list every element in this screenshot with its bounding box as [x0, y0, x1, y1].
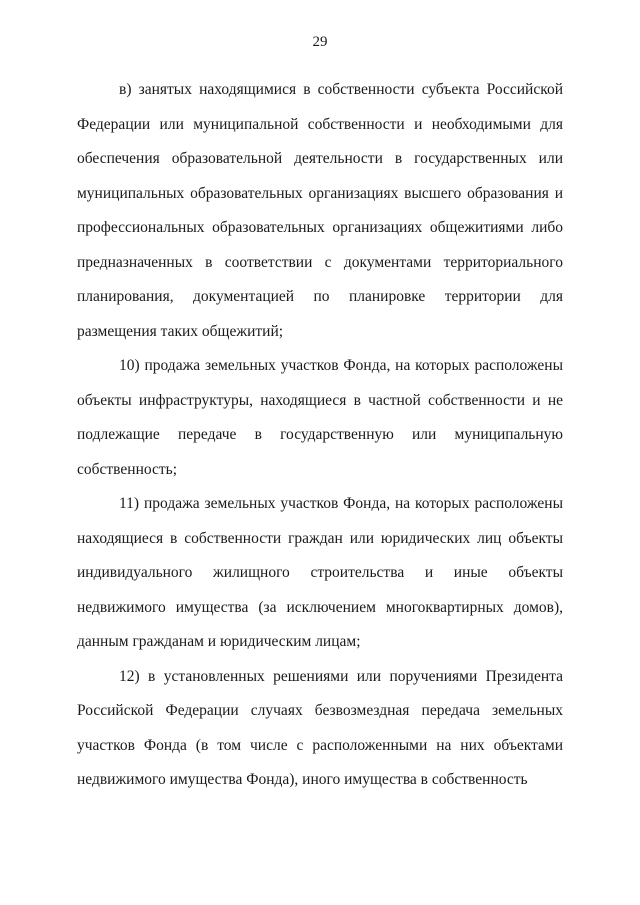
paragraph-item-v: в) занятых находящимися в собственности субъекта Российской Федерации или муниципальной собственности и необходимыми для обеспечения образовательной деятельности в государственных или муниципальных образовательных организациях высшего образования и профессиональных образовательных организациях общежитиями либо предназначенных в соответствии с документами территориального планирования, документацией по планировке территории для размещения таких общежитий; — [77, 81, 563, 340]
document-body — [77, 73, 563, 798]
paragraph-item-12: 12) в установленных решениями или поручениями Президента Российской Федерации случаях безвозмездная передача земельных участков Фонда (в том числе с расположенными на них объектами недвижимого имущества Фонда), иного имущества в собственность — [77, 667, 563, 788]
paragraph-item-10: 10) продажа земельных участков Фонда, на которых расположены объекты инфраструктуры, находящиеся в частной собственности и не подлежащие передаче в государственную или муниципальную собственность; — [77, 357, 563, 478]
page-number: 29 — [312, 34, 328, 50]
paragraph-item-11: 11) продажа земельных участков Фонда, на которых расположены находящиеся в собственности граждан или юридических лиц объекты индивидуального жилищного строительства и иные объекты недвижимого имущества (за исключением многоквартирных домов), данным гражданам и юридическим лицам; — [77, 495, 563, 650]
